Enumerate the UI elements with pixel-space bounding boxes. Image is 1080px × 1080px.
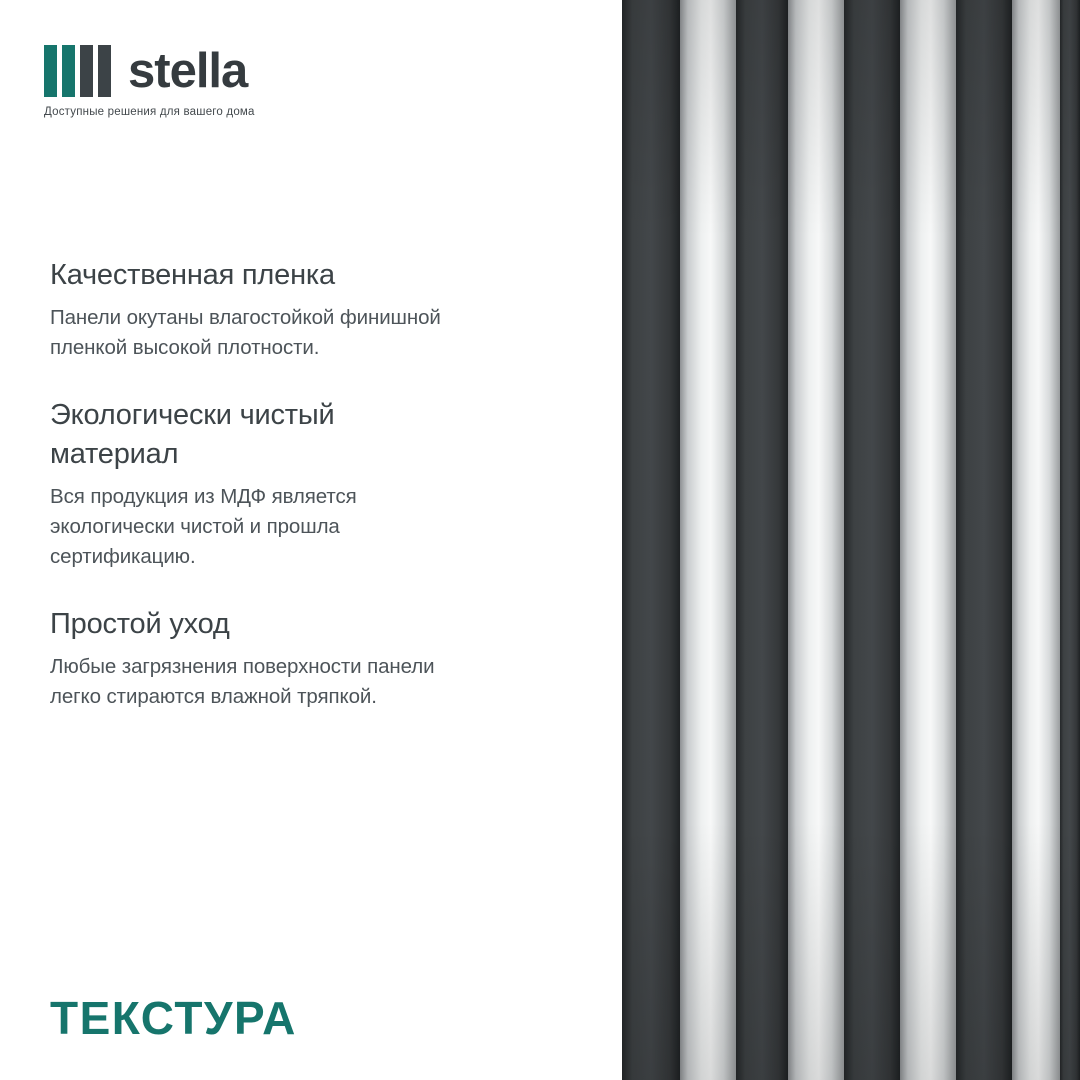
slat-light bbox=[788, 0, 844, 1080]
feature-list bbox=[50, 256, 450, 712]
feature-text: Вся продукция из МДФ является экологически чистой и прошла сертификацию. bbox=[50, 485, 357, 568]
feature-title: Простой уход bbox=[50, 608, 230, 640]
slat-dark bbox=[736, 0, 788, 1080]
stella-bars-logo-icon bbox=[44, 45, 118, 97]
feature-title: Экологически чистый материал bbox=[50, 399, 335, 470]
feature-item bbox=[50, 605, 450, 712]
feature-text: Любые загрязнения поверхности панели легко стираются влажной тряпкой. bbox=[50, 655, 435, 708]
slat-dark bbox=[956, 0, 1012, 1080]
feature-title: Качественная пленка bbox=[50, 259, 335, 291]
logo-row bbox=[44, 42, 464, 100]
feature-text: Панели окутаны влагостойкой финишной пленкой высокой плотности. bbox=[50, 306, 441, 359]
slat-light bbox=[900, 0, 956, 1080]
bottom-heading: ТЕКСТУРА bbox=[50, 992, 297, 1044]
slat-light bbox=[680, 0, 736, 1080]
feature-item bbox=[50, 256, 450, 363]
brand-logo-block bbox=[44, 42, 464, 118]
brand-name: stella bbox=[128, 44, 248, 98]
mdf-slat-panel-photo bbox=[622, 0, 1080, 1080]
slat-dark bbox=[622, 0, 680, 1080]
slat-dark bbox=[844, 0, 900, 1080]
brand-tagline: Доступные решения для вашего дома bbox=[44, 106, 255, 118]
feature-item bbox=[50, 396, 450, 572]
slat-light bbox=[1012, 0, 1060, 1080]
slat-dark bbox=[1060, 0, 1080, 1080]
